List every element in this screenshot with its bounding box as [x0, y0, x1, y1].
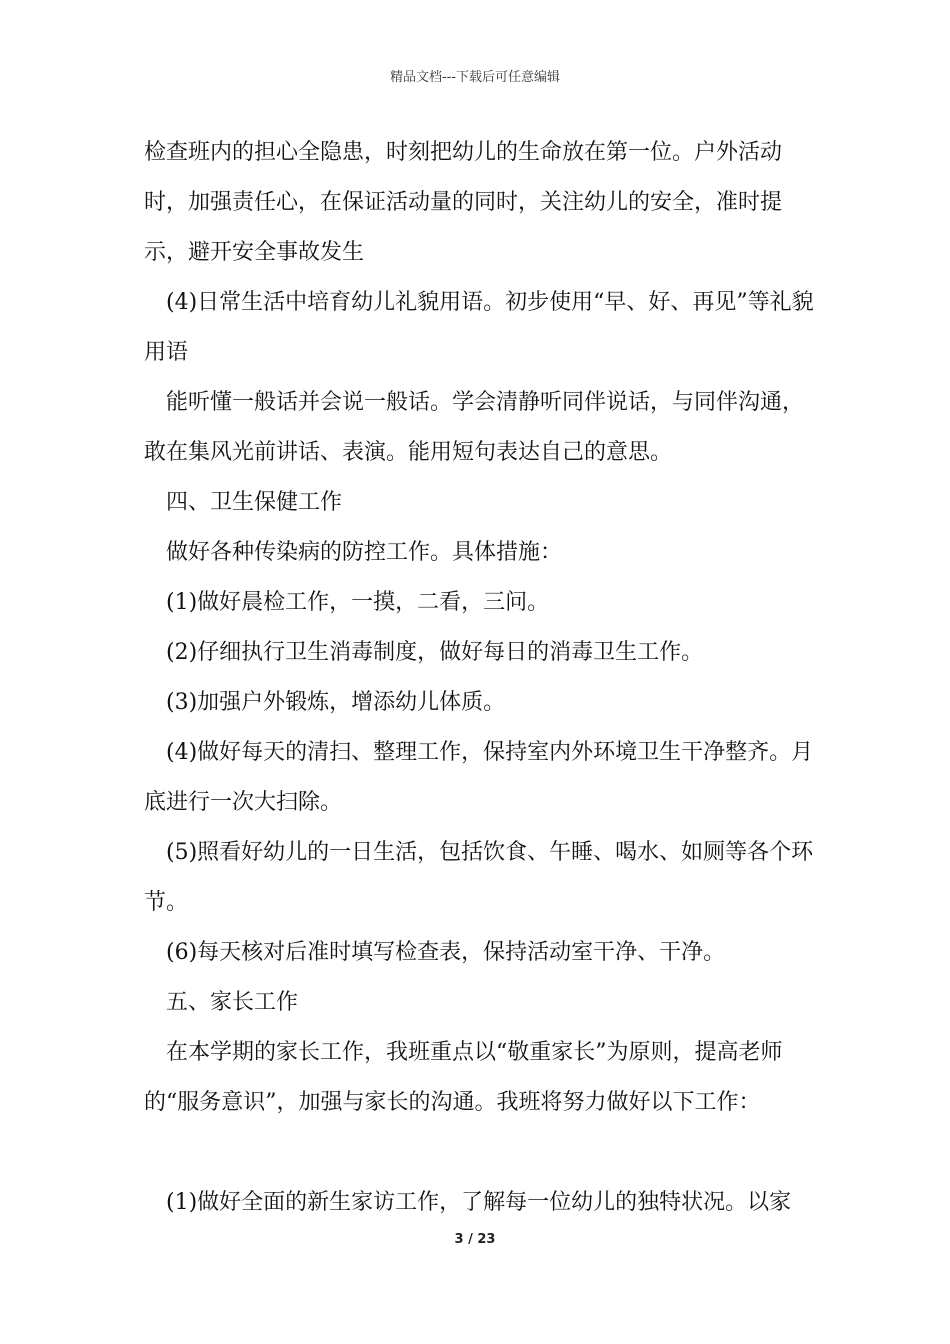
page-header: 精品文档---下载后可任意编辑: [389, 70, 561, 85]
list-item-2: (2)仔细执行卫生消毒制度，做好每日的消毒卫生工作。: [166, 640, 704, 665]
paragraph-3: 能听懂一般话并会说一般话。学会清静听同伴说话，与同伴沟通，敢在集风光前讲话、表演。能用短句表达自己的意思。: [144, 390, 805, 465]
paragraph-2: (4)日常生活中培育幼儿礼貌用语。初步使用“早、好、再见”等礼貌用语: [144, 290, 814, 365]
paragraph-gap: [144, 1128, 824, 1178]
paragraph-parent-work: 在本学期的家长工作，我班重点以“敬重家长”为原则，提高老师的“服务意识”，加强与家长的沟通。我班将努力做好以下工作：: [144, 1040, 783, 1115]
list-item-3: (3)加强户外锻炼，增添幼儿体质。: [166, 690, 506, 715]
page-number: 3 / 23: [454, 1232, 496, 1247]
list-item-1: (1)做好晨检工作，一摸，二看，三问。: [166, 590, 550, 615]
section-heading-5: 五、家长工作: [166, 990, 299, 1015]
list-item-5: (5)照看好幼儿的一日生活，包括饮食、午睡、喝水、如厕等各个环节。: [144, 840, 814, 915]
document-body: [144, 128, 824, 1228]
list-item-parent-1: (1)做好全面的新生家访工作，了解每一位幼儿的独特状况。以家: [166, 1190, 792, 1215]
paragraph-5: 做好各种传染病的防控工作。具体措施：: [166, 540, 563, 565]
list-item-6: (6)每天核对后准时填写检查表，保持活动室干净、干净。: [166, 940, 726, 965]
list-item-4: (4)做好每天的清扫、整理工作，保持室内外环境卫生干净整齐。月底进行一次大扫除。: [144, 740, 814, 815]
section-heading-4: 四、卫生保健工作: [166, 490, 343, 515]
paragraph-1: 检查班内的担心全隐患，时刻把幼儿的生命放在第一位。户外活动时，加强责任心，在保证活动量的同时，关注幼儿的安全，准时提示，避开安全事故发生: [144, 140, 783, 265]
